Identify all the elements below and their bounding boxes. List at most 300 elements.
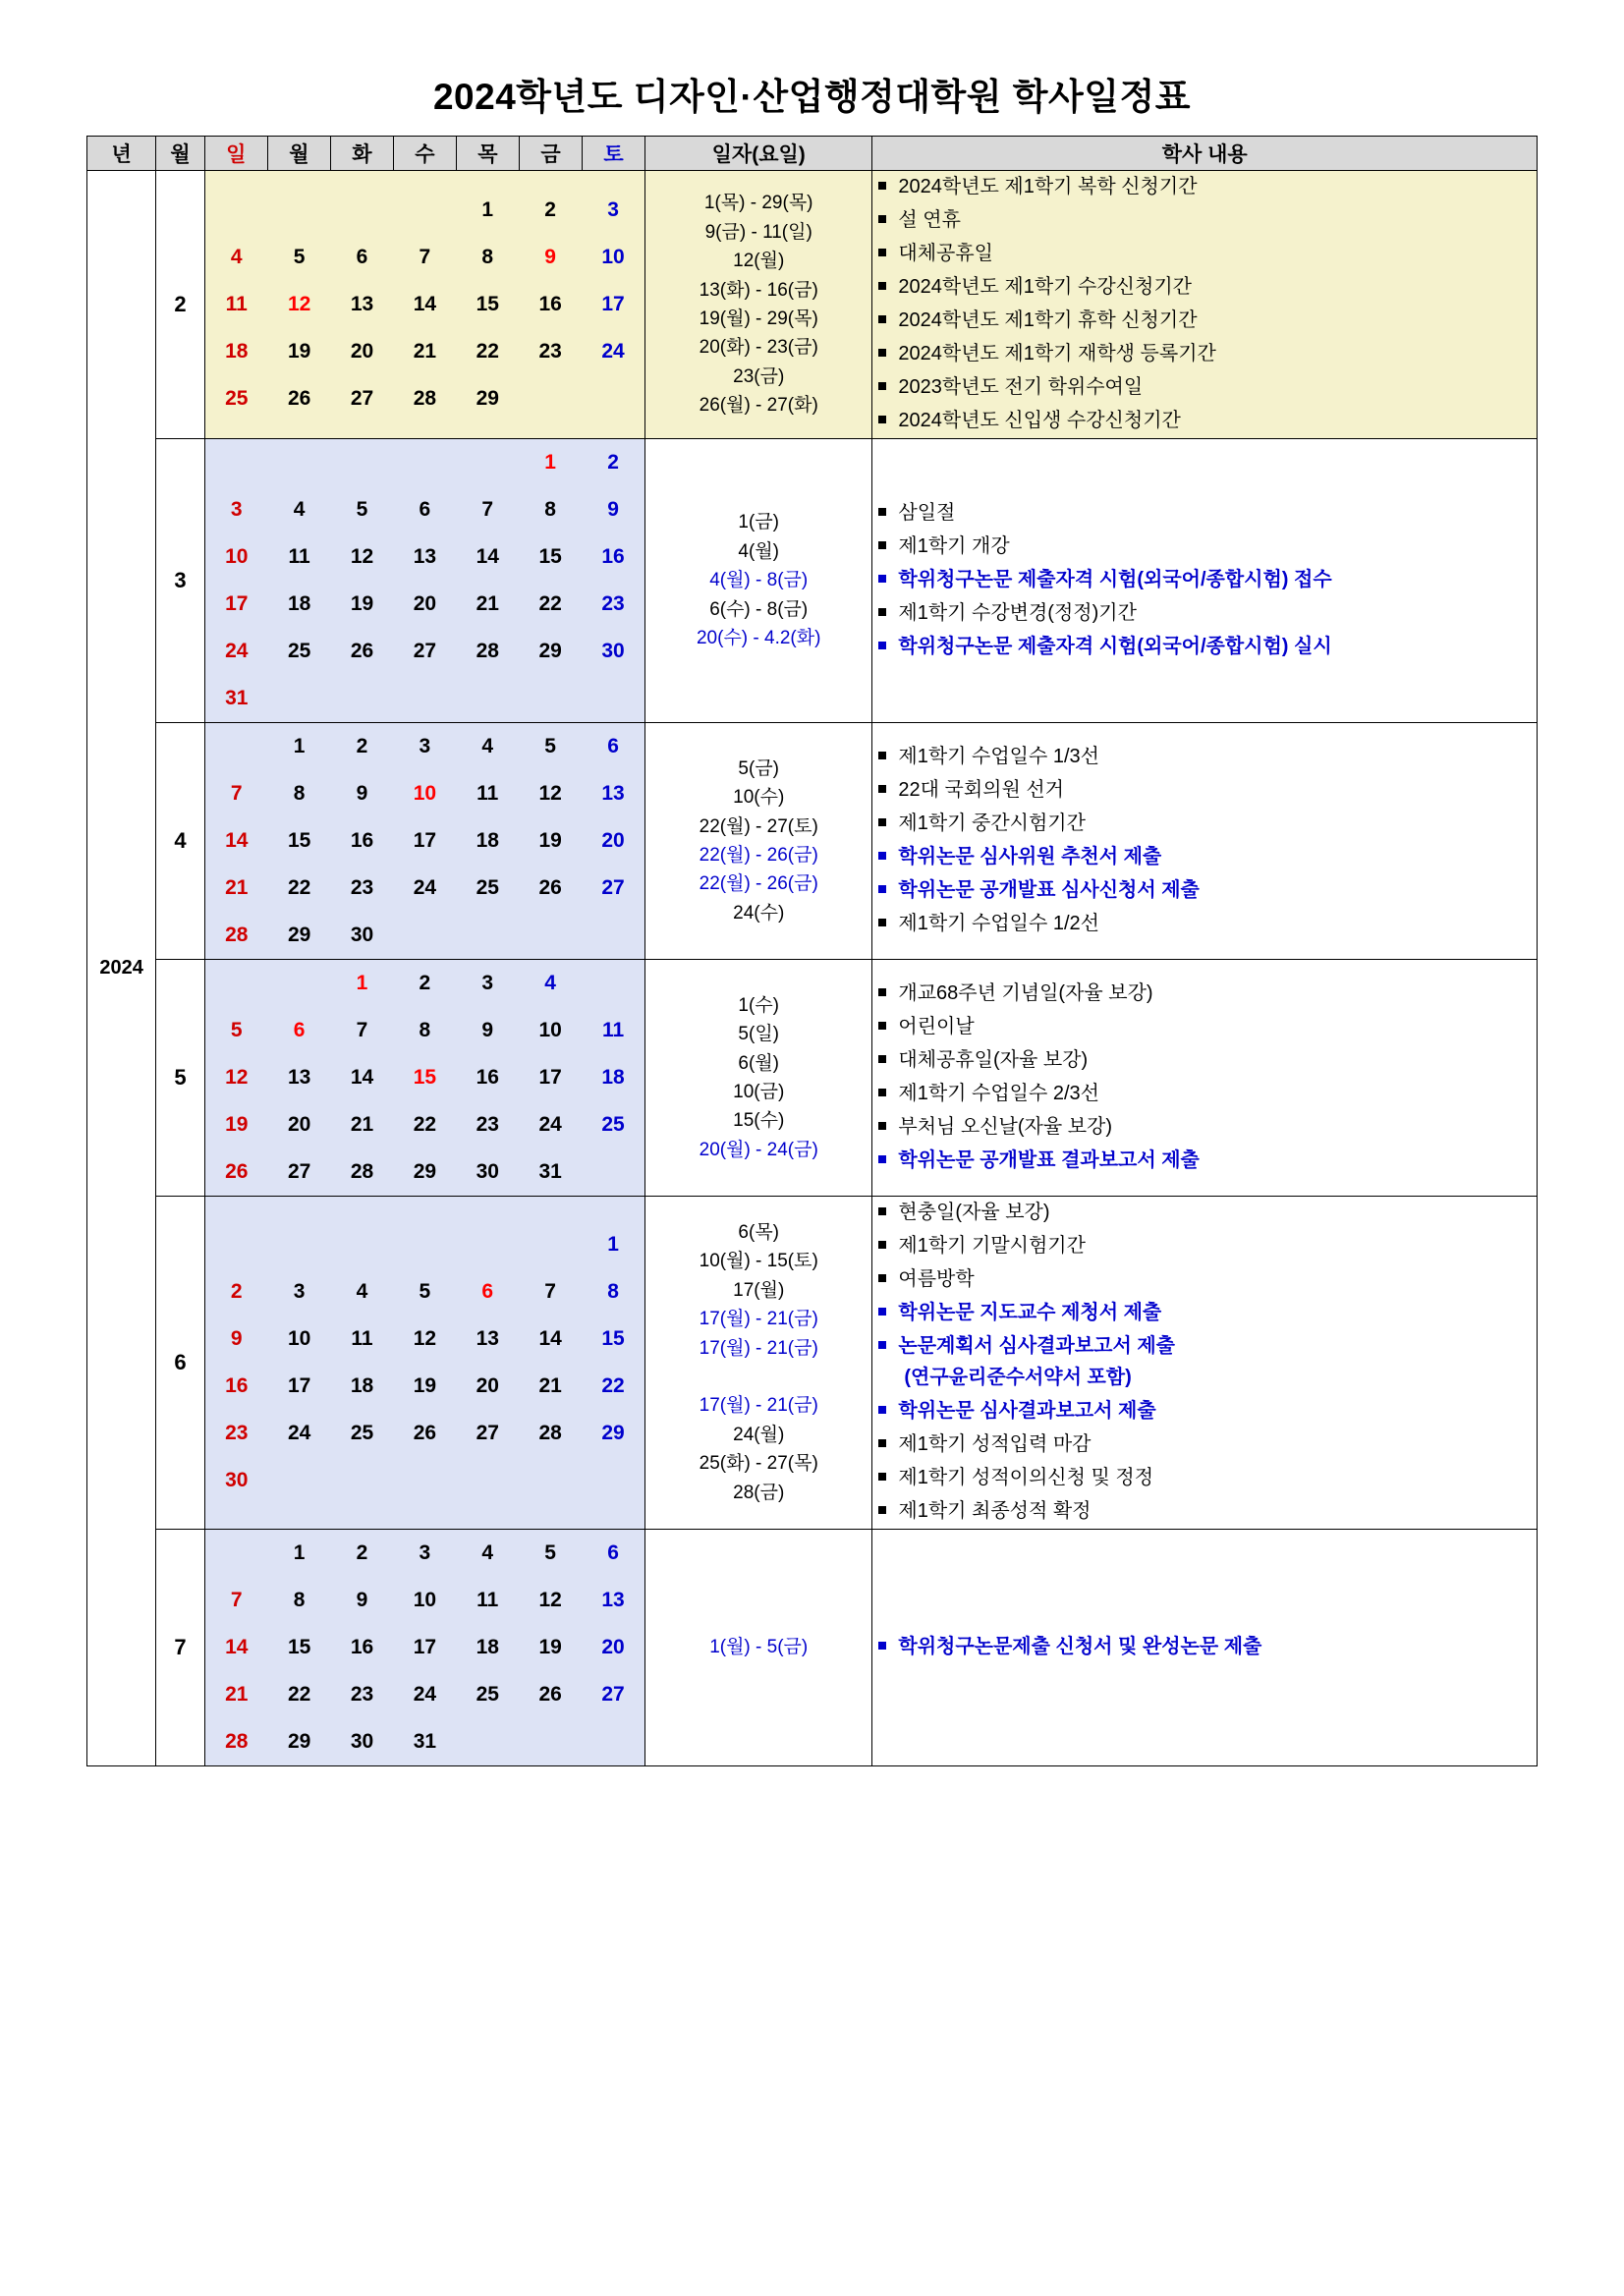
- day-cell: 18: [601, 1066, 625, 1089]
- event-label: 여름방학: [898, 1268, 975, 1290]
- day-cell: 29: [287, 1730, 311, 1753]
- day-cell: 31: [538, 1160, 562, 1183]
- month-grid: [204, 960, 644, 1197]
- event-item: [872, 271, 1537, 303]
- event-item: [872, 1428, 1537, 1460]
- week-row: [205, 486, 644, 533]
- day-cell-empty: [268, 187, 331, 234]
- day-cell-empty: [456, 675, 519, 722]
- day-cell: 14: [350, 1066, 374, 1089]
- week-row: [205, 817, 644, 865]
- bullet-icon: [878, 752, 886, 759]
- day-cell: 26: [413, 1422, 437, 1444]
- day-cell: 4: [293, 498, 306, 521]
- month-row: [87, 439, 1538, 723]
- day-cell: 1: [607, 1233, 619, 1256]
- day-cell: 29: [601, 1422, 625, 1444]
- day-cell-empty: [519, 1221, 582, 1268]
- day-cell: 29: [413, 1160, 437, 1183]
- day-cell: 17: [413, 829, 437, 852]
- event-item: [872, 171, 1537, 202]
- day-cell: 18: [476, 829, 499, 852]
- date-list-cell: [645, 1530, 872, 1766]
- event-label: 대체공휴일: [898, 243, 993, 264]
- day-cell: 21: [350, 1113, 374, 1136]
- day-cell: 26: [538, 1683, 562, 1706]
- event-list-cell: [872, 723, 1538, 960]
- day-cell-empty: [205, 723, 268, 770]
- date-entry: 22(월) - 26(금): [699, 873, 818, 895]
- date-list-cell: [645, 439, 872, 723]
- day-cell: 9: [356, 1589, 368, 1611]
- header-weekday-fri: 금: [519, 137, 582, 171]
- day-cell: 11: [476, 782, 499, 805]
- day-cell: 13: [287, 1066, 311, 1089]
- day-cell: 24: [225, 640, 249, 662]
- day-cell: 24: [413, 876, 437, 899]
- bullet-icon: [878, 1122, 886, 1130]
- day-cell: 30: [350, 924, 374, 946]
- day-cell: 23: [350, 876, 374, 899]
- event-item: [872, 908, 1537, 939]
- day-cell: 13: [601, 1589, 625, 1611]
- day-cell: 20: [287, 1113, 311, 1136]
- day-cell: 4: [481, 1541, 494, 1564]
- week-row: [205, 1577, 644, 1624]
- day-cell: 20: [413, 592, 437, 615]
- day-cell: 16: [538, 293, 562, 315]
- day-cell: 2: [544, 198, 556, 221]
- event-label: 제1학기 수업일수 1/2선: [898, 913, 1099, 934]
- day-cell: 24: [413, 1683, 437, 1706]
- bullet-icon: [878, 1506, 886, 1514]
- day-cell: 15: [538, 545, 562, 568]
- day-cell: 14: [476, 545, 499, 568]
- week-row: [205, 1624, 644, 1671]
- day-cell: 27: [601, 1683, 625, 1706]
- day-cell-empty: [519, 675, 582, 722]
- date-entry: 10(금): [733, 1082, 785, 1102]
- day-cell: 3: [419, 1541, 431, 1564]
- bullet-icon: [878, 919, 886, 926]
- day-cell: 8: [481, 246, 494, 268]
- day-cell: 8: [544, 498, 556, 521]
- bullet-icon: [878, 315, 886, 323]
- date-entry: 24(월): [733, 1424, 785, 1445]
- event-list-cell: [872, 171, 1538, 439]
- week-row: [205, 1221, 644, 1268]
- day-cell: 2: [607, 451, 619, 474]
- date-entry: 26(월) - 27(화): [699, 395, 818, 417]
- bullet-icon: [878, 1207, 886, 1215]
- day-cell: 28: [476, 640, 499, 662]
- day-cell: 21: [225, 1683, 249, 1706]
- month-grid: [204, 439, 644, 723]
- bullet-icon: [878, 1406, 886, 1414]
- day-cell: 3: [607, 198, 619, 221]
- bullet-icon: [878, 642, 886, 649]
- day-cell: 15: [476, 293, 499, 315]
- month-row: [87, 723, 1538, 960]
- day-cell: 25: [287, 640, 311, 662]
- date-entry: 17(월) - 21(금): [699, 1309, 818, 1330]
- event-label: 논문계획서 심사결과보고서 제출: [898, 1335, 1175, 1357]
- day-cell: 4: [230, 246, 243, 268]
- day-cell: 6: [356, 246, 368, 268]
- day-cell: 3: [419, 735, 431, 757]
- day-cell: 10: [287, 1327, 311, 1350]
- bullet-icon: [878, 1308, 886, 1316]
- bullet-icon: [878, 818, 886, 826]
- date-entry: 12(월): [733, 251, 785, 272]
- day-cell-empty: [331, 1221, 394, 1268]
- day-cell: 7: [481, 498, 494, 521]
- day-cell-empty: [456, 912, 519, 959]
- day-cell: 17: [413, 1636, 437, 1658]
- day-cell: 13: [601, 782, 625, 805]
- date-entry: 22(월) - 27(토): [699, 815, 818, 837]
- event-item: [872, 1078, 1537, 1109]
- event-item: [872, 1111, 1537, 1143]
- event-item: [872, 808, 1537, 839]
- event-item: [872, 741, 1537, 772]
- day-cell: 21: [413, 340, 437, 363]
- day-cell: 31: [413, 1730, 437, 1753]
- bullet-icon: [878, 215, 886, 223]
- day-cell-empty: [519, 1718, 582, 1765]
- day-cell: 13: [413, 545, 437, 568]
- event-label: 제1학기 성적입력 마감: [898, 1433, 1092, 1455]
- event-label: 제1학기 최종성적 확정: [898, 1500, 1092, 1522]
- day-cell: 16: [350, 1636, 374, 1658]
- day-cell: 29: [287, 924, 311, 946]
- day-cell: 7: [230, 1589, 243, 1611]
- event-label: 제1학기 수업일수 1/3선: [898, 746, 1099, 767]
- day-cell: 19: [350, 592, 374, 615]
- date-entry: 4(월) - 8(금): [709, 570, 809, 591]
- bullet-icon: [878, 182, 886, 190]
- day-cell: 28: [413, 387, 437, 410]
- page-title: 2024학년도 디자인·산업행정대학원 학사일정표: [432, 77, 1192, 117]
- day-cell: 7: [544, 1280, 556, 1303]
- event-item: [872, 874, 1537, 906]
- day-cell: 3: [230, 498, 243, 521]
- date-entry: 6(목): [738, 1221, 779, 1243]
- bullet-icon: [878, 508, 886, 516]
- bullet-icon: [878, 608, 886, 616]
- date-entry: 6(수) - 8(금): [709, 598, 809, 620]
- day-cell: 18: [225, 340, 249, 363]
- event-label: 대체공휴일(자율 보강): [898, 1049, 1089, 1071]
- event-item: [872, 1197, 1537, 1228]
- event-item: [872, 1395, 1537, 1427]
- day-cell: 6: [481, 1280, 494, 1303]
- day-cell-empty: [331, 187, 394, 234]
- day-cell: 9: [607, 498, 619, 521]
- day-cell-empty: [331, 675, 394, 722]
- date-entry: 1(수): [738, 994, 779, 1016]
- day-cell: 28: [350, 1160, 374, 1183]
- date-entry: 20(월) - 24(금): [699, 1139, 818, 1160]
- event-label: 학위논문 심사위원 추천서 제출: [898, 846, 1162, 868]
- week-row: [205, 328, 644, 375]
- date-entry: 5(금): [738, 757, 779, 779]
- day-cell: 19: [538, 1636, 562, 1658]
- event-label: 학위청구논문 제출자격 시험(외국어/종합시험) 실시: [898, 636, 1332, 657]
- week-row: [205, 581, 644, 628]
- day-cell: 13: [350, 293, 374, 315]
- day-cell: 20: [601, 1636, 625, 1658]
- day-cell: 17: [538, 1066, 562, 1089]
- date-entry: 10(월) - 15(토): [699, 1251, 818, 1272]
- day-cell: 11: [601, 1019, 625, 1041]
- day-cell: 8: [293, 782, 306, 805]
- day-cell: 10: [225, 545, 249, 568]
- academic-calendar-table: [86, 136, 1538, 1766]
- day-cell: 10: [413, 782, 437, 805]
- date-entry: 6(월): [738, 1052, 779, 1074]
- day-cell: 20: [601, 829, 625, 852]
- event-item: [872, 1230, 1537, 1261]
- bullet-icon: [878, 575, 886, 583]
- day-cell: 15: [413, 1066, 437, 1089]
- event-item: [872, 774, 1537, 806]
- day-cell-empty: [519, 912, 582, 959]
- header-weekday-mon: 월: [267, 137, 330, 171]
- day-cell: 5: [230, 1019, 243, 1041]
- date-entry: 20(화) - 23(금): [699, 337, 818, 359]
- day-cell: 8: [419, 1019, 431, 1041]
- bullet-icon: [878, 785, 886, 793]
- day-cell: 10: [538, 1019, 562, 1041]
- day-cell-empty: [582, 1457, 644, 1504]
- day-cell-empty: [331, 439, 394, 486]
- day-cell: 5: [419, 1280, 431, 1303]
- bullet-icon: [878, 1341, 886, 1349]
- event-item: [872, 1297, 1537, 1328]
- bullet-icon: [878, 249, 886, 256]
- day-cell: 21: [476, 592, 499, 615]
- day-cell: 23: [350, 1683, 374, 1706]
- week-row: [205, 960, 644, 1007]
- header-date-column: 일자(요일): [645, 137, 872, 171]
- event-item: [872, 597, 1537, 629]
- event-list-cell: [872, 1530, 1538, 1766]
- day-cell-empty: [268, 960, 331, 1007]
- day-cell: 11: [225, 293, 248, 315]
- day-cell: 22: [413, 1113, 437, 1136]
- day-cell: 1: [293, 735, 306, 757]
- day-cell: 25: [476, 1683, 499, 1706]
- day-cell-empty: [268, 439, 331, 486]
- day-cell: 24: [601, 340, 625, 363]
- date-list-cell: [645, 723, 872, 960]
- day-cell: 15: [287, 829, 311, 852]
- event-label: 설 연휴: [898, 209, 961, 231]
- day-cell: 5: [544, 1541, 556, 1564]
- event-label: 학위청구논문 제출자격 시험(외국어/종합시험) 접수: [898, 569, 1332, 590]
- event-label: 학위논문 지도교수 제청서 제출: [898, 1302, 1162, 1323]
- date-entry: 1(월) - 5(금): [709, 1637, 809, 1658]
- day-cell: 1: [356, 972, 368, 994]
- day-cell: 27: [601, 876, 625, 899]
- bullet-icon: [878, 1022, 886, 1030]
- day-cell: 2: [419, 972, 431, 994]
- week-row: [205, 770, 644, 817]
- event-item: [872, 1462, 1537, 1493]
- day-cell: 9: [481, 1019, 494, 1041]
- day-cell: 24: [538, 1113, 562, 1136]
- month-grid: [204, 723, 644, 960]
- event-label: 학위논문 공개발표 심사신청서 제출: [898, 879, 1200, 901]
- day-cell: 22: [287, 1683, 311, 1706]
- header-weekday-wed: 수: [393, 137, 456, 171]
- event-label: 학위청구논문제출 신청서 및 완성논문 제출: [898, 1636, 1262, 1657]
- day-cell: 6: [419, 498, 431, 521]
- day-cell: 16: [350, 829, 374, 852]
- day-cell: 11: [288, 545, 310, 568]
- event-label: 제1학기 성적이의신청 및 정정: [898, 1467, 1154, 1488]
- day-cell: 4: [356, 1280, 368, 1303]
- day-cell: 6: [607, 735, 619, 757]
- bullet-icon: [878, 282, 886, 290]
- date-entry: 15(수): [733, 1110, 785, 1132]
- day-cell-empty: [456, 1457, 519, 1504]
- header-weekday-tue: 화: [330, 137, 393, 171]
- day-cell: 13: [476, 1327, 499, 1350]
- month-cell: 6: [156, 1197, 205, 1530]
- day-cell: 12: [350, 545, 374, 568]
- date-entry: 17(월) - 21(금): [699, 1337, 818, 1359]
- day-cell: 18: [476, 1636, 499, 1658]
- day-cell: 27: [476, 1422, 499, 1444]
- day-cell: 7: [419, 246, 431, 268]
- day-cell: 30: [225, 1469, 249, 1491]
- day-cell: 30: [601, 640, 625, 662]
- bullet-icon: [878, 988, 886, 996]
- day-cell-empty: [393, 675, 456, 722]
- month-cell: 4: [156, 723, 205, 960]
- bullet-icon: [878, 1439, 886, 1447]
- week-row: [205, 1148, 644, 1196]
- day-cell: 9: [544, 246, 556, 268]
- day-cell: 28: [225, 924, 249, 946]
- week-row: [205, 723, 644, 770]
- header-year: 년: [87, 137, 156, 171]
- day-cell: 15: [287, 1636, 311, 1658]
- day-cell: 29: [476, 387, 499, 410]
- bullet-icon: [878, 1155, 886, 1163]
- event-item: [872, 371, 1537, 403]
- week-row: [205, 1363, 644, 1410]
- event-item: [872, 238, 1537, 269]
- event-item: [872, 1011, 1537, 1042]
- day-cell-empty: [582, 960, 644, 1007]
- week-row: [205, 439, 644, 486]
- bullet-icon: [878, 382, 886, 390]
- day-cell-empty: [393, 439, 456, 486]
- day-cell: 28: [225, 1730, 249, 1753]
- event-item: [872, 1330, 1537, 1393]
- event-label: 제1학기 개강: [898, 535, 1010, 557]
- day-cell-empty: [456, 1221, 519, 1268]
- date-list-cell: [645, 1197, 872, 1530]
- day-cell-empty: [393, 1457, 456, 1504]
- event-item: [872, 1631, 1537, 1662]
- day-cell-empty: [582, 375, 644, 422]
- day-cell: 26: [225, 1160, 249, 1183]
- header-weekday-sun: 일: [204, 137, 267, 171]
- day-cell: 5: [356, 498, 368, 521]
- date-entry: 19(월) - 29(목): [699, 308, 818, 329]
- day-cell: 28: [538, 1422, 562, 1444]
- week-row: [205, 375, 644, 422]
- month-grid: [204, 1197, 644, 1530]
- day-cell: 23: [601, 592, 625, 615]
- day-cell: 16: [601, 545, 625, 568]
- week-row: [205, 628, 644, 675]
- day-cell: 17: [601, 293, 625, 315]
- week-row: [205, 1007, 644, 1054]
- day-cell-empty: [582, 1718, 644, 1765]
- day-cell: 23: [476, 1113, 499, 1136]
- day-cell: 5: [544, 735, 556, 757]
- day-cell: 9: [230, 1327, 243, 1350]
- header-weekday-thu: 목: [456, 137, 519, 171]
- event-label: 2024학년도 제1학기 휴학 신청기간: [898, 309, 1198, 331]
- day-cell-empty: [519, 375, 582, 422]
- day-cell-empty: [205, 187, 268, 234]
- day-cell: 1: [544, 451, 556, 474]
- event-label: 22대 국회의원 선거: [898, 779, 1064, 801]
- event-label: 학위논문 심사결과보고서 제출: [898, 1400, 1156, 1422]
- day-cell-empty: [393, 187, 456, 234]
- week-row: [205, 533, 644, 581]
- day-cell-empty: [205, 960, 268, 1007]
- month-grid: [204, 171, 644, 439]
- day-cell: 22: [476, 340, 499, 363]
- bullet-icon: [878, 885, 886, 893]
- week-row: [205, 1718, 644, 1765]
- bullet-icon: [878, 1642, 886, 1650]
- week-row: [205, 1316, 644, 1363]
- day-cell-empty: [519, 1457, 582, 1504]
- week-row: [205, 234, 644, 281]
- date-entry: 10(수): [733, 787, 785, 809]
- day-cell: 17: [287, 1374, 311, 1397]
- day-cell: 17: [225, 592, 249, 615]
- month-row: [87, 171, 1538, 439]
- event-label: 2024학년도 제1학기 재학생 등록기간: [898, 343, 1216, 364]
- date-list-cell: [645, 960, 872, 1197]
- bullet-icon: [878, 1274, 886, 1282]
- event-label: 2024학년도 제1학기 수강신청기간: [898, 276, 1192, 298]
- month-row: [87, 1197, 1538, 1530]
- day-cell: 15: [601, 1327, 625, 1350]
- day-cell: 1: [481, 198, 494, 221]
- event-label: 2024학년도 신입생 수강신청기간: [898, 410, 1181, 431]
- event-item: [872, 1044, 1537, 1076]
- event-item: [872, 497, 1537, 529]
- day-cell: 18: [350, 1374, 374, 1397]
- week-row: [205, 281, 644, 328]
- day-cell: 6: [607, 1541, 619, 1564]
- date-entry: 23(금): [733, 365, 785, 387]
- week-row: [205, 912, 644, 959]
- event-label: 어린이날: [898, 1016, 975, 1037]
- day-cell-empty: [205, 1530, 268, 1577]
- day-cell: 11: [476, 1589, 499, 1611]
